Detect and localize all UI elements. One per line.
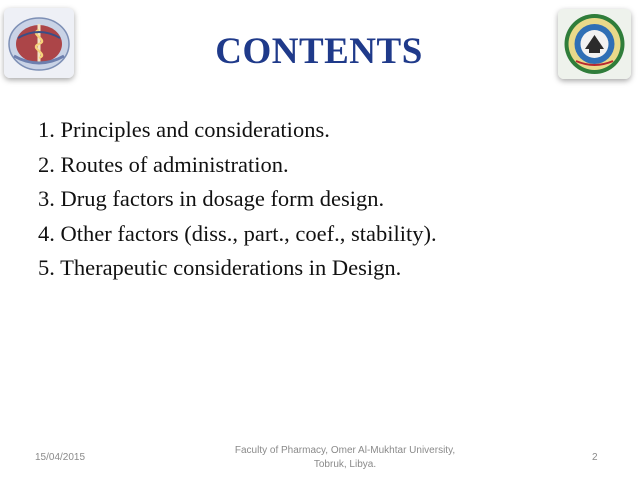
contents-list [38,113,437,286]
footer-institution-line: Tobruk, Libya. [313,459,377,470]
contents-item: 3. Drug factors in dosage form design. [38,186,385,211]
contents-item: 2. Routes of administration. [38,151,289,177]
contents-item: 5. Therapeutic considerations in Design. [38,255,402,280]
contents-item: 1. Principles and considerations. [38,117,330,142]
contents-item: 4. Other factors (diss., part., coef., stability). [38,220,437,246]
footer-institution-line: Faculty of Pharmacy, Omer Al-Mukhtar University, [234,445,456,456]
page-number: 2 [592,452,598,463]
footer-institution [200,444,490,472]
footer-date: 15/04/2015 [35,452,86,463]
slide-title: CONTENTS [215,31,423,72]
